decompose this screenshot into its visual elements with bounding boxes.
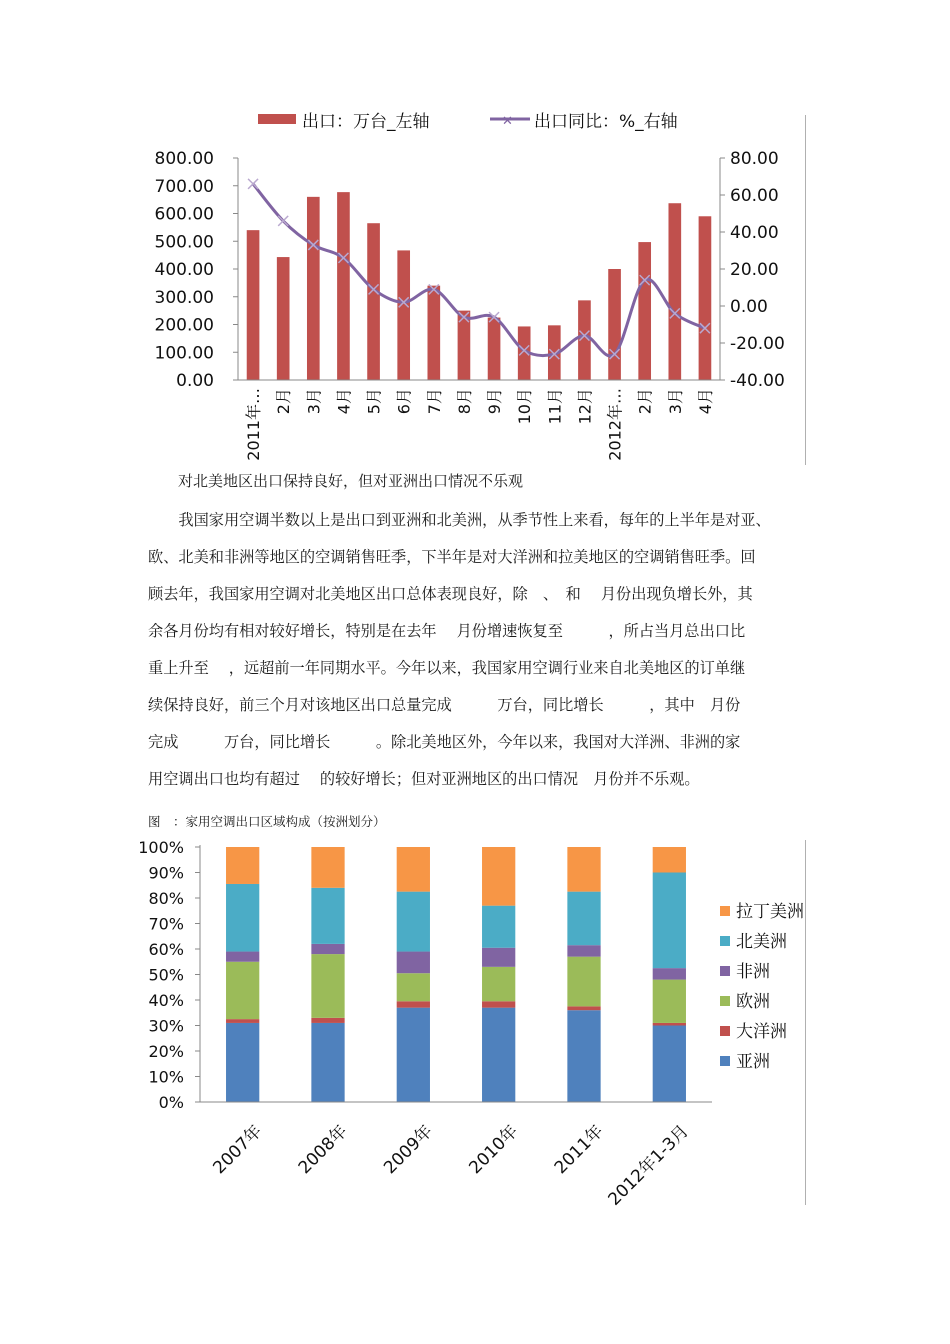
right-tick-label: 80.00 <box>730 149 779 169</box>
month-label: 10月 <box>515 388 535 425</box>
stack-segment <box>482 1001 515 1007</box>
stack-segment <box>567 1006 600 1010</box>
stack-segment <box>482 948 515 967</box>
stack-segment <box>226 952 259 962</box>
month-label: 2月 <box>635 388 655 415</box>
stack-segment <box>226 847 259 884</box>
month-label: 2月 <box>274 388 294 415</box>
stack-segment <box>311 847 344 888</box>
stack-segment <box>311 1018 344 1023</box>
stack-segment <box>567 1010 600 1102</box>
export-bar <box>307 197 320 380</box>
month-label: 2011年… <box>244 388 264 461</box>
stack-segment <box>567 892 600 946</box>
right-tick-label: 40.00 <box>730 223 779 243</box>
right-tick-label: 20.00 <box>730 260 779 280</box>
paragraph-line: 用空调出口也均有超过 的较好增长；但对亚洲地区的出口情况 月份并不乐观。 <box>148 770 700 788</box>
year-label: 2012年1-3月 <box>604 1121 693 1210</box>
export-bar <box>427 286 440 380</box>
stacked-bars <box>226 847 686 1102</box>
stack-segment <box>397 1008 430 1102</box>
y-tick-label: 0% <box>158 1093 184 1112</box>
year-label: 2011年 <box>550 1121 608 1179</box>
legend-bar-swatch <box>258 114 296 124</box>
region-share-chart <box>130 835 810 1215</box>
month-label: 6月 <box>394 388 414 415</box>
month-label: 7月 <box>424 388 444 415</box>
right-axis-ticks <box>720 149 785 391</box>
stack-segment <box>311 888 344 944</box>
y-tick-label: 60% <box>148 940 184 959</box>
stack-segment <box>397 952 430 974</box>
export-bar <box>337 192 350 380</box>
right-tick-label: -20.00 <box>730 334 785 354</box>
export-bar <box>668 203 681 380</box>
month-label: 11月 <box>545 388 565 425</box>
stack-segment <box>653 873 686 969</box>
left-tick-label: 100.00 <box>154 343 214 364</box>
stack-segment <box>226 1019 259 1023</box>
legend-label: 拉丁美洲 <box>736 902 804 922</box>
stack-segment <box>226 962 259 1019</box>
legend-label: 亚洲 <box>736 1052 770 1072</box>
stack-segment <box>653 980 686 1023</box>
month-label: 5月 <box>364 388 384 415</box>
right-tick-label: 60.00 <box>730 186 779 206</box>
stack-segment <box>397 892 430 952</box>
left-tick-label: 400.00 <box>154 260 214 280</box>
legend-swatch <box>720 996 730 1006</box>
legend-swatch <box>720 936 730 946</box>
stack-segment <box>653 968 686 979</box>
stack-segment <box>311 954 344 1018</box>
paragraph-line: 完成 万台，同比增长 。除北美地区外，今年以来，我国对大洋洲、非洲的家 <box>148 733 741 751</box>
export-bar <box>397 250 410 380</box>
chart1-border <box>805 115 806 465</box>
y-tick-label: 30% <box>148 1016 184 1036</box>
yoy-point <box>248 179 258 189</box>
legend-line-marker: ✕ <box>502 114 513 129</box>
stack-segment <box>311 944 344 954</box>
chart2-border <box>805 840 806 1205</box>
year-label: 2007年 <box>209 1121 267 1179</box>
stack-segment <box>567 945 600 956</box>
legend-line-label: 出口同比：%_右轴 <box>534 112 678 132</box>
month-label: 3月 <box>304 388 324 415</box>
export-bar <box>247 230 260 380</box>
left-tick-label: 500.00 <box>154 232 214 253</box>
legend-bar-label: 出口：万台_左轴 <box>302 112 430 132</box>
stack-segment <box>226 1023 259 1102</box>
month-label: 4月 <box>695 388 715 415</box>
month-label: 3月 <box>665 388 685 415</box>
section-title: 对北美地区出口保持良好，但对亚洲出口情况不乐观 <box>178 472 524 490</box>
y-tick-label: 10% <box>148 1067 184 1087</box>
left-tick-label: 800.00 <box>154 149 214 169</box>
y-tick-label: 100% <box>138 838 184 857</box>
month-label: 2012年… <box>605 388 625 461</box>
export-volume-chart <box>130 100 810 470</box>
legend-label: 欧洲 <box>736 992 770 1012</box>
stack-segment <box>653 1026 686 1103</box>
stack-segment <box>567 957 600 1007</box>
paragraph-line: 续保持良好，前三个月对该地区出口总量完成 万台，同比增长 ，其中 月份 <box>148 696 741 714</box>
year-label: 2009年 <box>380 1121 437 1179</box>
year-label: 2008年 <box>294 1121 352 1179</box>
stack-segment <box>311 1023 344 1102</box>
left-tick-label: 600.00 <box>154 204 214 225</box>
y-tick-label: 40% <box>148 991 184 1010</box>
year-label: 2010年 <box>465 1121 523 1179</box>
y-tick-label: 80% <box>148 889 184 908</box>
month-label: 12月 <box>575 388 595 425</box>
paragraph-line: 欧、北美和非洲等地区的空调销售旺季，下半年是对大洋洲和拉美地区的空调销售旺季。回 <box>148 548 756 566</box>
paragraph-line: 重上升至 ，远超前一年同期水平。今年以来，我国家用空调行业来自北美地区的订单继 <box>148 659 746 677</box>
stack-segment <box>226 884 259 952</box>
yoy-line-path <box>253 184 705 356</box>
export-bar <box>699 216 712 380</box>
export-bar <box>608 269 621 380</box>
export-bar <box>638 242 651 380</box>
left-axis-ticks <box>155 149 238 391</box>
chart2-legend <box>720 902 804 1072</box>
year-labels <box>209 1121 693 1210</box>
legend-swatch <box>720 1056 730 1066</box>
right-tick-label: -40.00 <box>730 371 785 391</box>
export-bar <box>277 257 290 380</box>
chart1-legend <box>258 112 678 132</box>
export-bar <box>488 318 501 380</box>
legend-swatch <box>720 966 730 976</box>
yoy-point <box>278 216 288 226</box>
stack-segment <box>397 1001 430 1007</box>
y-tick-label: 90% <box>148 863 184 883</box>
stack-segment <box>653 847 686 873</box>
stack-segment <box>482 906 515 948</box>
stack-segment <box>482 1008 515 1102</box>
paragraph-line: 余各月份均有相对较好增长，特别是在去年 月份增速恢复至 ，所占当月总出口比 <box>148 622 746 640</box>
y-tick-label: 70% <box>148 914 184 934</box>
left-tick-label: 0.00 <box>176 371 214 391</box>
y-tick-label: 20% <box>148 1042 184 1061</box>
right-tick-label: 0.00 <box>730 297 768 317</box>
legend-label: 非洲 <box>736 962 770 982</box>
left-tick-label: 300.00 <box>154 287 214 308</box>
figure-caption: 图 ：家用空调出口区域构成（按洲划分） <box>148 814 386 829</box>
legend-label: 北美洲 <box>736 932 787 952</box>
month-label: 4月 <box>334 388 354 415</box>
month-labels <box>244 388 715 461</box>
export-bar <box>367 223 380 380</box>
legend-swatch <box>720 906 730 916</box>
stack-segment <box>482 967 515 1001</box>
stack-segment <box>397 847 430 892</box>
legend-label: 大洋洲 <box>736 1022 787 1042</box>
stack-segment <box>653 1023 686 1026</box>
paragraph-line: 顾去年，我国家用空调对北美地区出口总体表现良好，除 、 和 月份出现负增长外，其 <box>148 585 753 603</box>
body-paragraph <box>148 502 808 798</box>
stack-segment <box>567 847 600 892</box>
y-tick-label: 50% <box>148 965 184 985</box>
month-label: 8月 <box>454 388 474 415</box>
stack-segment <box>482 847 515 906</box>
month-label: 9月 <box>485 388 505 415</box>
paragraph-line: 我国家用空调半数以上是出口到亚洲和北美洲，从季节性上来看，每年的上半年是对亚、 <box>148 511 771 529</box>
left-tick-label: 200.00 <box>154 315 214 336</box>
left-tick-label: 700.00 <box>154 176 214 197</box>
y-axis-ticks <box>138 838 200 1112</box>
stack-segment <box>397 973 430 1001</box>
legend-swatch <box>720 1026 730 1036</box>
